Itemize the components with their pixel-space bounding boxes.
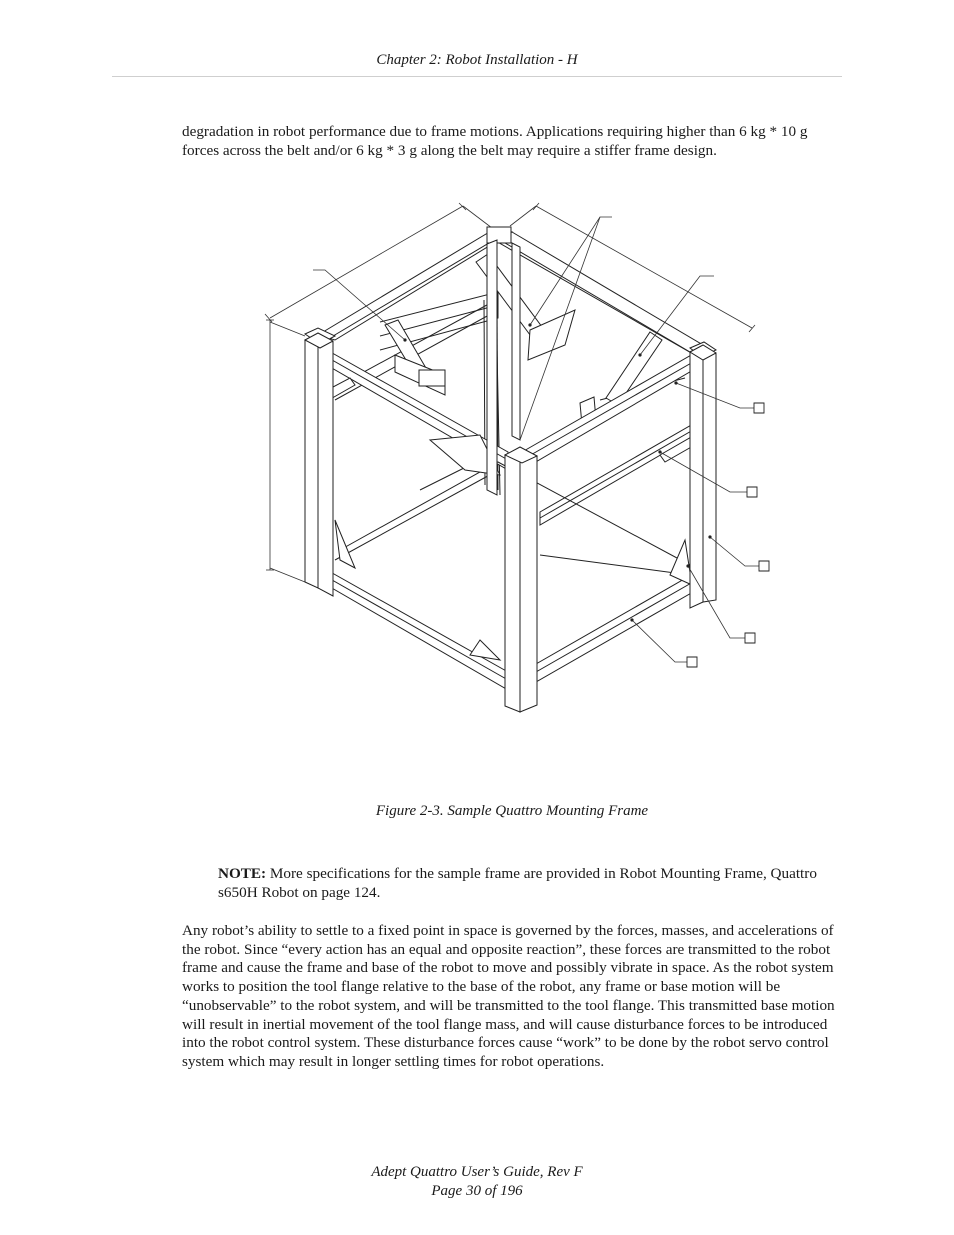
note-text: More specifications for the sample frame are provided in Robot Mounting Frame, Quattro s650H Robot on page 124. (218, 865, 817, 901)
body-paragraph-1: degradation in robot performance due to frame motions. Applications requiring higher than 6 kg * 10 g forces across the belt and/or 6 kg * 3 g along the belt may require a stiffer frame design. (182, 123, 808, 159)
callout-dots (403, 323, 711, 621)
page-header: Chapter 2: Robot Installation - H (376, 52, 578, 68)
note-label: NOTE: (218, 865, 267, 882)
footer-guide-title: Adept Quattro User’s Guide, Rev F (371, 1164, 583, 1180)
figure-caption: Figure 2-3. Sample Quattro Mounting Frame (375, 803, 649, 819)
header-divider (112, 76, 842, 77)
body-paragraph-2: Any robot’s ability to settle to a fixed point in space is governed by the forces, masses, and accelerations of the robot. Since “every action has an equal and opposite reaction”, these forces are transmitted to the robot frame and cause the frame and base of the robot to move and possibly vibrate in space. As the robot system works to position the tool flange relative to the base of the robot, any frame or base motion will be “unobservable” to the robot system, and will be transmitted to the tool flange. This transmitted base motion will result in inertial movement of the tool flange mass, and will cause disturbance forces to be introduced into the robot control system. These disturbance forces cause “work” to be done by the robot servo control system which may result in longer settling times for robot operations. (182, 922, 835, 1070)
mounting-frame-figure (255, 198, 775, 728)
note-block (218, 865, 818, 902)
page-footer (0, 1163, 954, 1200)
footer-page-number: Page 30 of 196 (431, 1182, 523, 1199)
